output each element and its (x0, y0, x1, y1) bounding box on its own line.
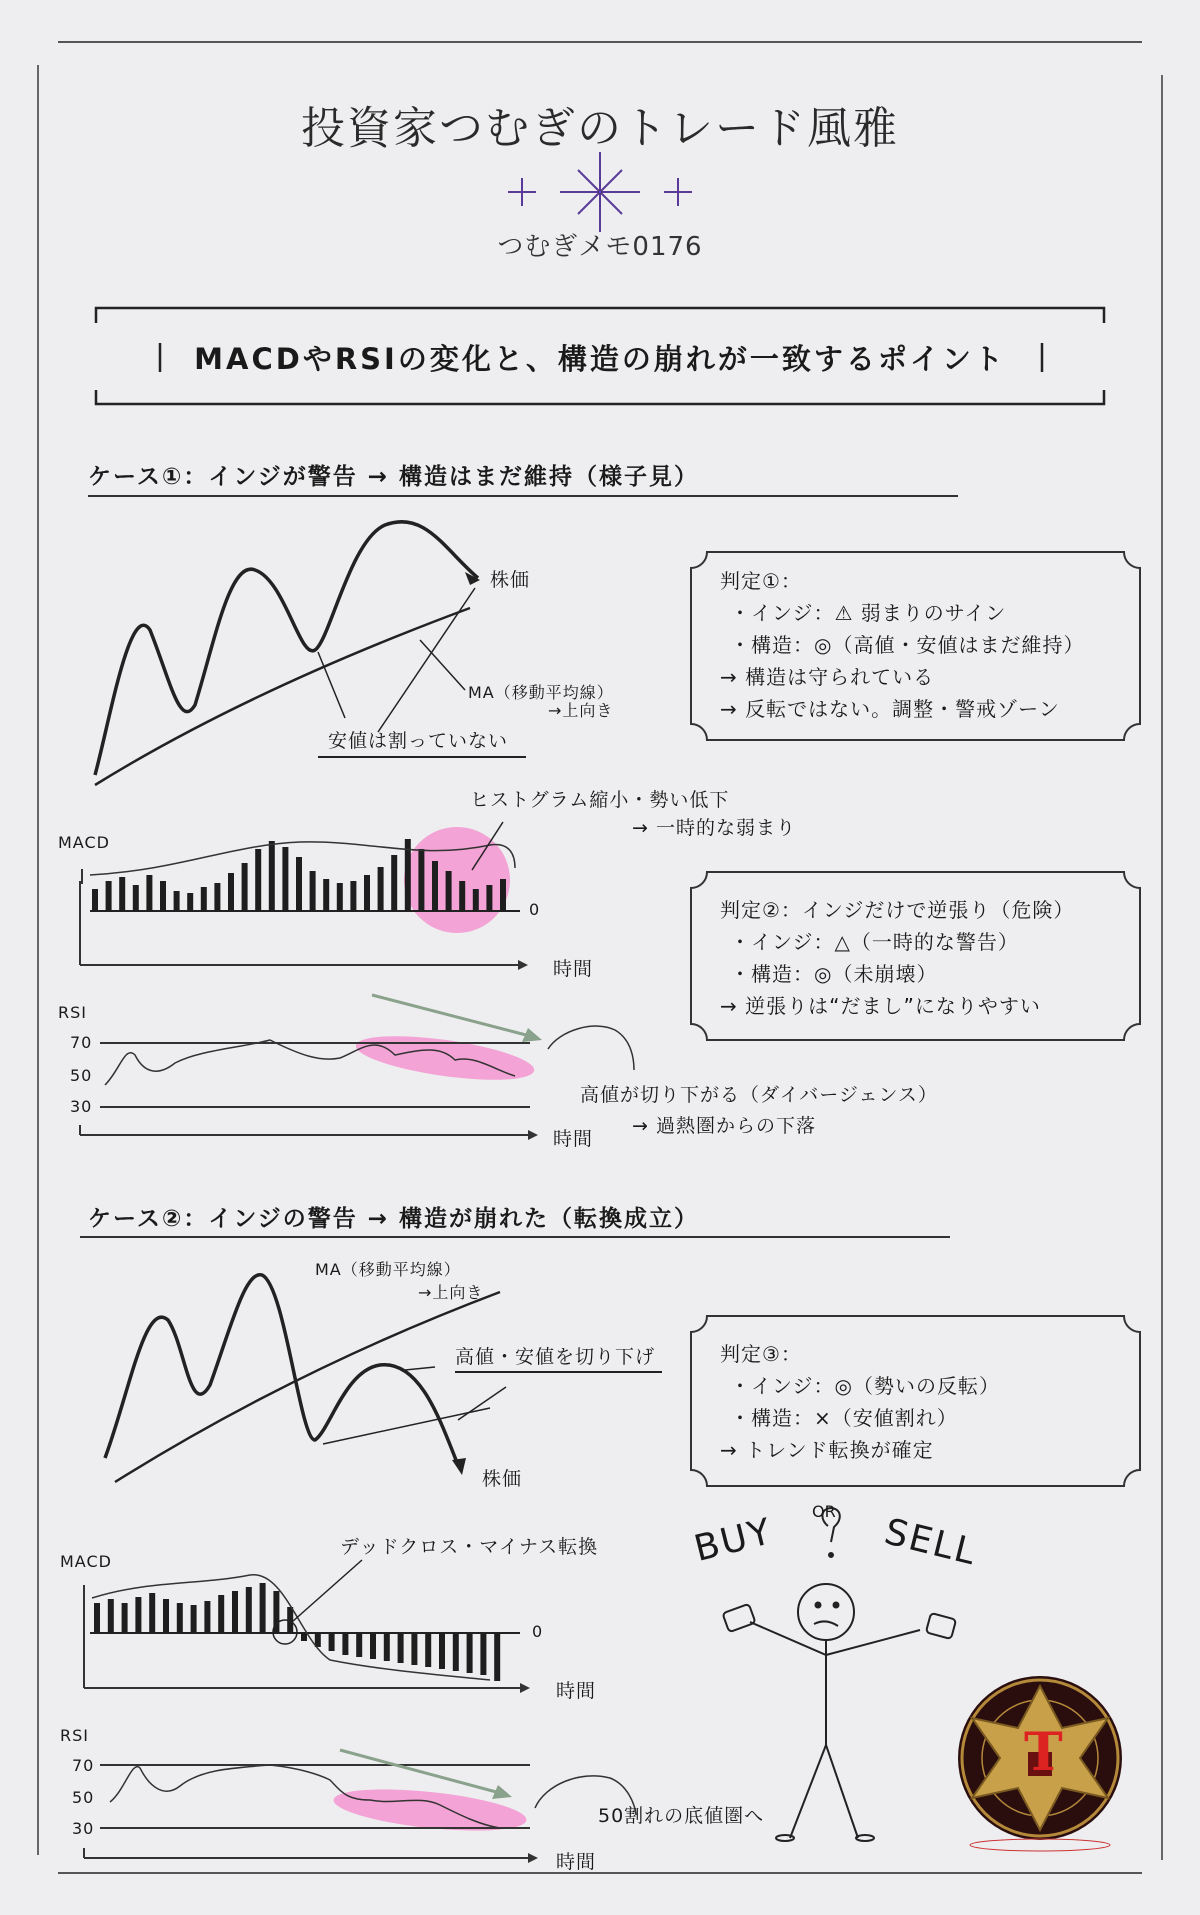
histogram-bar (122, 1603, 128, 1633)
histogram-bar (163, 1599, 169, 1633)
histogram-bar (94, 1603, 100, 1633)
histogram-bar (149, 1593, 155, 1633)
histogram-bar (310, 871, 316, 911)
case2-title: ケース②：インジの警告 → 構造が崩れた（転換成立） (88, 1206, 700, 1232)
title-ornament (155, 152, 1045, 232)
histogram-bar (146, 875, 152, 911)
histogram-bar (108, 1599, 114, 1633)
case1-ma-direction: →上向き (548, 701, 614, 720)
judge2-line1: ・インジ：△（一時的な警告） (730, 930, 1019, 954)
judge2-box (720, 894, 1074, 1022)
case2-rsi-50: 50 (72, 1788, 95, 1807)
histogram-bar (384, 1633, 390, 1661)
histogram-bar (391, 855, 397, 911)
or-text: OR (812, 1502, 836, 1521)
judge1-line3: → 構造は守られている (720, 665, 935, 689)
histogram-bar (214, 883, 220, 911)
histogram-bar (446, 871, 452, 911)
histogram-bar (323, 879, 329, 911)
case2-macd-time: 時間 (556, 1680, 597, 1702)
histogram-bar (177, 1603, 183, 1633)
case1-rsi-chart (80, 995, 634, 1140)
case1-rsi-note: 高値が切り下がる（ダイバージェンス） (580, 1084, 938, 1106)
histogram-bar (228, 873, 234, 911)
histogram-bar (329, 1633, 335, 1651)
histogram-bar (337, 883, 343, 911)
case2-macd-label: MACD (60, 1552, 112, 1571)
judge1-box (720, 565, 1084, 725)
judge2-line3: → 逆張りは“だまし”になりやすい (720, 994, 1041, 1018)
case2-rsi-note: 50割れの底値圏へ (598, 1805, 765, 1827)
case1-macd-zero: 0 (529, 900, 541, 919)
histogram-bar (350, 881, 356, 911)
case2-price-label: 株価 (482, 1468, 523, 1490)
case1-rsi-note-2: → 過熱圏からの下落 (632, 1115, 816, 1137)
judge3-line1: ・インジ：◎（勢いの反転） (730, 1374, 1000, 1398)
case1-histogram-note: ヒストグラム縮小・勢い低下 (470, 789, 730, 811)
histogram-bar (246, 1587, 252, 1633)
histogram-bar (378, 867, 384, 911)
histogram-bar (260, 1583, 266, 1633)
case1-rsi-label: RSI (58, 1003, 87, 1022)
case2-rsi-30: 30 (72, 1819, 95, 1838)
judge3-line2: ・構造：×（安値割れ） (730, 1406, 958, 1430)
histogram-bar (364, 875, 370, 911)
case1-histogram-note-2: → 一時的な弱まり (632, 817, 796, 839)
judge1-title: 判定①： (720, 569, 802, 593)
case1-price-label: 株価 (490, 569, 531, 591)
banner-heading: MACDやRSIの変化と、構造の崩れが一致するポイント (194, 342, 1006, 376)
case1-ma-label: MA（移動平均線） (468, 683, 614, 702)
case2-ma-label: MA（移動平均線） (315, 1260, 461, 1279)
case1-macd-chart (80, 822, 528, 970)
case1-title: ケース①：インジが警告 → 構造はまだ維持（様子見） (88, 464, 700, 490)
judge3-line3: → トレンド転換が確定 (720, 1438, 934, 1462)
histogram-bar (174, 891, 180, 911)
judge1-line1: ・インジ：⚠ 弱まりのサイン (730, 601, 1007, 625)
case2-rsi-time: 時間 (556, 1851, 597, 1873)
case1-rsi-30: 30 (70, 1097, 93, 1116)
case1-rsi-50: 50 (70, 1066, 93, 1085)
histogram-bar (218, 1595, 224, 1633)
case2-price-chart (105, 1275, 662, 1482)
judge2-title: 判定②：インジだけで逆張り（危険） (720, 898, 1075, 922)
histogram-bar (370, 1633, 376, 1659)
histogram-bar (425, 1633, 431, 1667)
histogram-bar (204, 1601, 210, 1633)
histogram-bar (92, 889, 98, 911)
histogram-bar (282, 847, 288, 911)
histogram-bar (201, 887, 207, 911)
page-title: 投資家つむぎのトレード風雅 (301, 103, 899, 154)
histogram-bar (467, 1633, 473, 1673)
case1-low-note: 安値は割っていない (328, 730, 509, 752)
judge1-line4: → 反転ではない。調整・警戒ゾーン (720, 697, 1060, 721)
histogram-bar (301, 1633, 307, 1641)
histogram-bar (255, 849, 261, 911)
histogram-bar (119, 877, 125, 911)
judge3-box (720, 1338, 1000, 1466)
histogram-bar (135, 1597, 141, 1633)
judge1-line2: ・構造：◎（高値・安値はまだ維持） (730, 633, 1085, 657)
histogram-bar (486, 885, 492, 911)
case2-macd-zero: 0 (532, 1622, 544, 1641)
histogram-bar (418, 849, 424, 911)
histogram-bar (500, 879, 506, 911)
histogram-bar (439, 1633, 445, 1669)
histogram-bar (296, 857, 302, 911)
case2-rsi-label: RSI (60, 1726, 89, 1745)
histogram-bar (494, 1633, 500, 1681)
histogram-bar (242, 863, 248, 911)
case2-rsi-70: 70 (72, 1756, 95, 1775)
histogram-bar (480, 1633, 486, 1675)
histogram-bar (432, 861, 438, 911)
case2-rsi-chart (84, 1750, 636, 1863)
buy-text: BUY (690, 1511, 777, 1570)
case1-rsi-70: 70 (70, 1033, 93, 1052)
histogram-bar (473, 889, 479, 911)
histogram-bar (133, 885, 139, 911)
case2-dead-cross-note: デッドクロス・マイナス転換 (340, 1536, 599, 1558)
case2-macd-chart (84, 1560, 530, 1693)
case2-ma-direction: →上向き (418, 1283, 484, 1302)
histogram-bar (459, 881, 465, 911)
histogram-bar (191, 1605, 197, 1633)
case2-lower-note: 高値・安値を切り下げ (455, 1346, 656, 1368)
case1-rsi-time: 時間 (553, 1128, 594, 1150)
histogram-bar (453, 1633, 459, 1671)
judge3-title: 判定③： (720, 1342, 802, 1366)
histogram-bar (398, 1633, 404, 1663)
logo-letter: T (1024, 1722, 1063, 1783)
memo-number: つむぎメモ0176 (497, 232, 703, 262)
case1-macd-label: MACD (58, 833, 110, 852)
histogram-bar (269, 841, 275, 911)
judge2-line2: ・構造：◎（未崩壊） (730, 962, 938, 986)
sell-text: SELL (880, 1511, 982, 1574)
histogram-bar (232, 1591, 238, 1633)
histogram-bar (356, 1633, 362, 1657)
histogram-bar (411, 1633, 417, 1665)
case1-macd-time: 時間 (553, 958, 594, 980)
histogram-bar (106, 881, 112, 911)
histogram-bar (187, 893, 193, 911)
histogram-bar (160, 881, 166, 911)
histogram-bar (342, 1633, 348, 1655)
